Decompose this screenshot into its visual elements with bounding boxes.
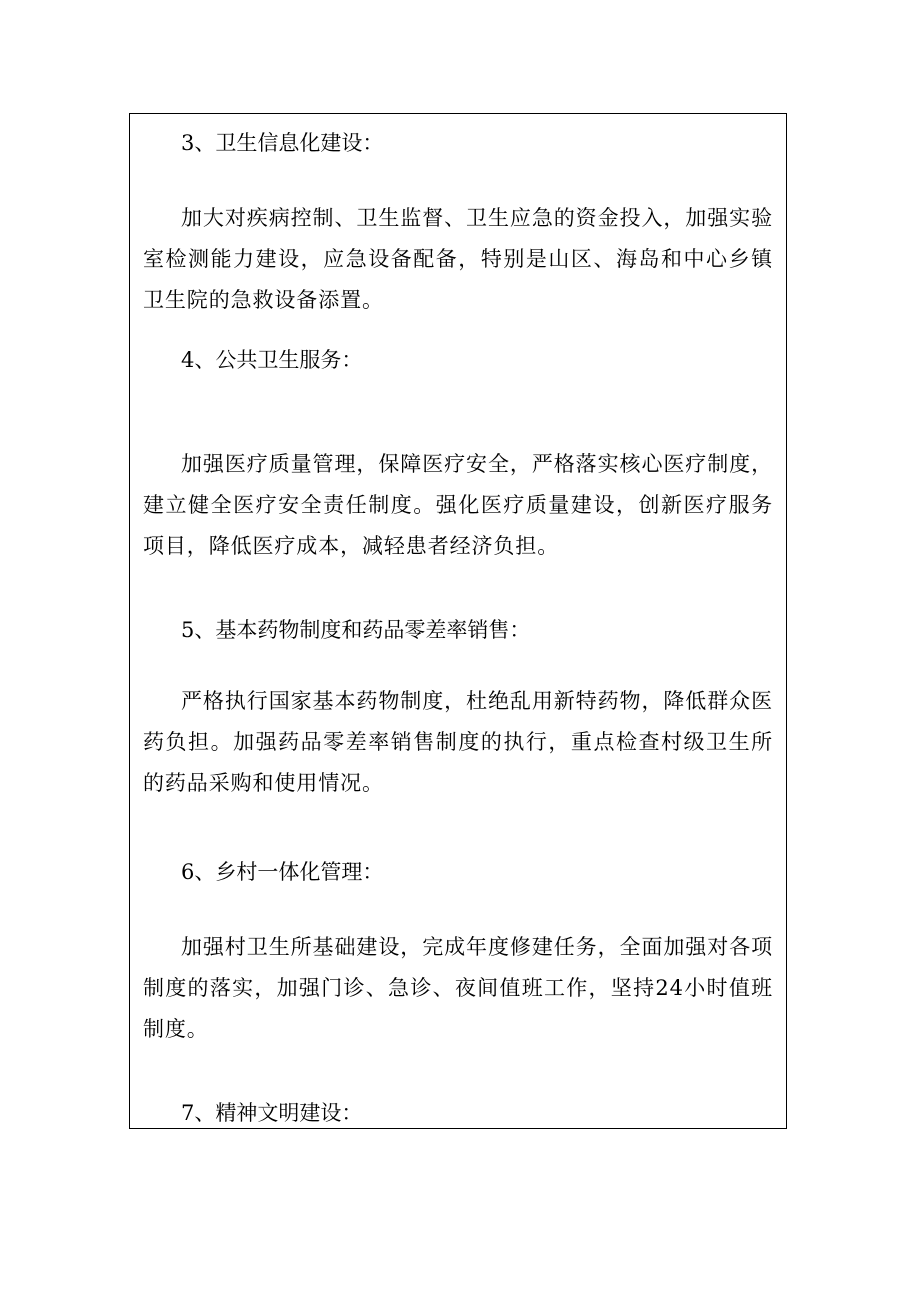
section-6-heading: 6、乡村一体化管理：	[181, 860, 384, 884]
section-3-body: 加大对疾病控制、卫生监督、卫生应急的资金投入，加强实验室检测能力建设，应急设备配备，特别是山区、海岛和中心乡镇卫生院的急救设备添置。	[143, 206, 773, 312]
section-3-heading: 3、卫生信息化建设：	[181, 131, 384, 155]
section-4-body: 加强医疗质量管理，保障医疗安全，严格落实核心医疗制度，建立健全医疗安全责任制度。强化医疗质量建设，创新医疗服务项目，降低医疗成本，减轻患者经济负担。	[143, 452, 773, 558]
section-5-body: 严格执行国家基本药物制度，杜绝乱用新特药物，降低群众医药负担。加强药品零差率销售制度的执行，重点检查村级卫生所的药品采购和使用情况。	[143, 689, 773, 795]
section-4-heading: 4、公共卫生服务：	[181, 348, 363, 372]
document-table-cell	[129, 113, 787, 1129]
section-6-body: 加强村卫生所基础建设，完成年度修建任务，全面加强对各项制度的落实，加强门诊、急诊、夜间值班工作，坚持24小时值班制度。	[143, 935, 773, 1041]
section-5-heading: 5、基本药物制度和药品零差率销售：	[181, 618, 531, 642]
section-7-heading: 7、精神文明建设：	[181, 1101, 363, 1125]
